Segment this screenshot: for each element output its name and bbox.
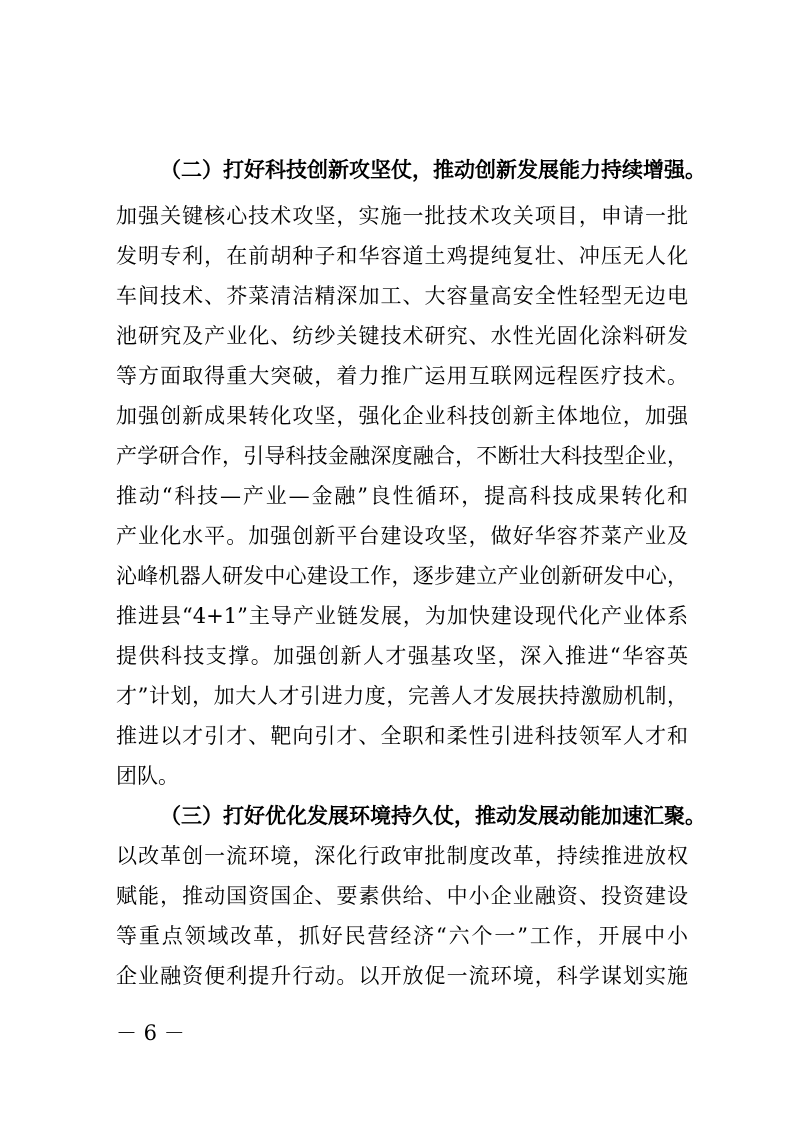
body-line: 以改革创一流环境，深化行政审批制度改革，持续推进放权 — [116, 844, 688, 868]
body-line: 推进县“4+1”主导产业链发展，为加快建设现代化产业体系 — [116, 604, 688, 628]
body-line: 团队。 — [116, 764, 179, 788]
body-line: 车间技术、芥菜清洁精深加工、大容量高安全性轻型无边电 — [116, 284, 688, 308]
section-heading-2: （二）打好科技创新攻坚仗，推动创新发展能力持续增强。 — [160, 157, 706, 182]
body-line: 产业化水平。加强创新平台建设攻坚，做好华容芥菜产业及 — [116, 524, 688, 548]
body-line: 沁峰机器人研发中心建设工作，逐步建立产业创新研发中心， — [116, 564, 688, 588]
body-line: 赋能，推动国资国企、要素供给、中小企业融资、投资建设 — [116, 884, 688, 908]
body-line: 等重点领域改革，抓好民营经济“六个一”工作，开展中小 — [116, 924, 688, 948]
body-line: 等方面取得重大突破，着力推广运用互联网远程医疗技术。 — [116, 364, 688, 388]
body-line: 才”计划，加大人才引进力度，完善人才发展扶持激励机制， — [116, 684, 688, 708]
body-line: 推进以才引才、靶向引才、全职和柔性引进科技领军人才和 — [116, 724, 688, 748]
body-line: 产学研合作，引导科技金融深度融合，不断壮大科技型企业， — [116, 444, 688, 468]
body-line: 加强关键核心技术攻坚，实施一批技术攻关项目，申请一批 — [116, 204, 688, 228]
body-line: 企业融资便利提升行动。以开放促一流环境，科学谋划实施 — [116, 964, 688, 988]
body-line: 池研究及产业化、纺纱关键技术研究、水性光固化涂料研发 — [116, 324, 688, 348]
body-line: 推动“科技—产业—金融”良性循环，提高科技成果转化和 — [116, 484, 688, 508]
section-heading-3: （三）打好优化发展环境持久仗，推动发展动能加速汇聚。 — [160, 803, 706, 828]
page-number: － 6 － — [116, 1021, 185, 1045]
body-line: 发明专利，在前胡种子和华容道土鸡提纯复壮、冲压无人化 — [116, 244, 688, 268]
body-line: 加强创新成果转化攻坚，强化企业科技创新主体地位，加强 — [116, 404, 688, 428]
body-line: 提供科技支撑。加强创新人才强基攻坚，深入推进“华容英 — [116, 644, 688, 668]
